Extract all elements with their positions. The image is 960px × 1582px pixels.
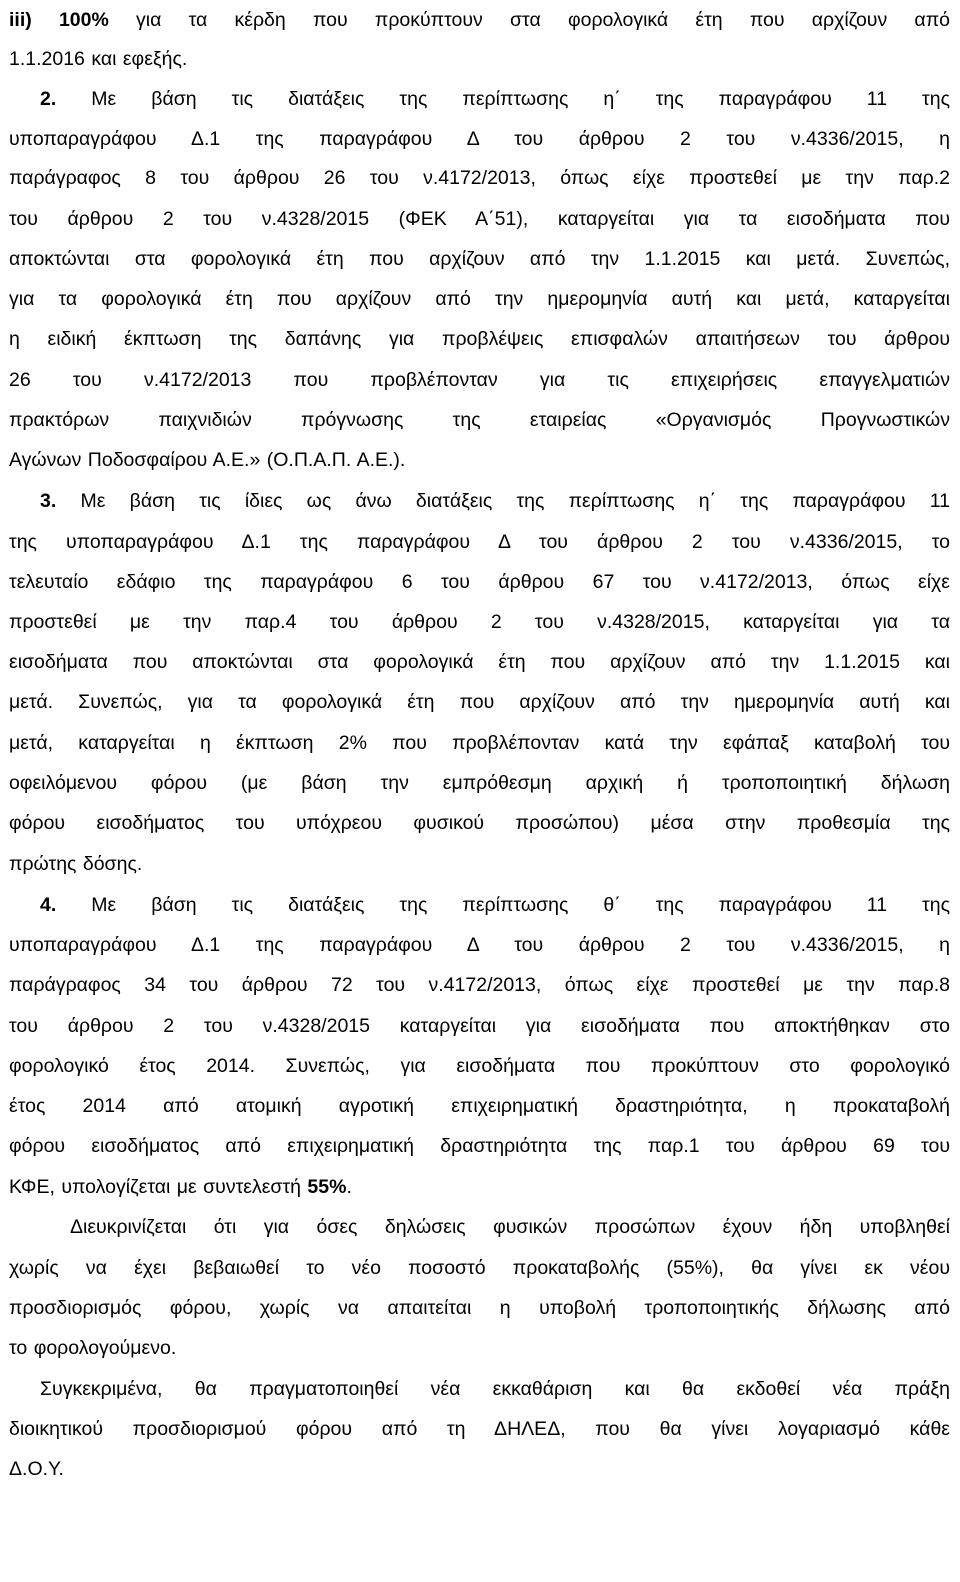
doc-line: [9, 1336, 950, 1360]
line-text: διοικητικού προσδιορισμού φόρου από τη ΔΗΛΕΔ, που θα γίνει λογαριασμό κάθε: [9, 1418, 950, 1440]
line-text: πρώτης δόσης.: [9, 853, 143, 875]
doc-line: [9, 650, 950, 674]
line-text: Με βάση τις διατάξεις της περίπτωσης η΄ της παραγράφου 11 της: [56, 88, 950, 110]
line-text: υποπαραγράφου Δ.1 της παραγράφου Δ του άρθρου 2 του ν.4336/2015, η: [9, 128, 950, 150]
doc-line: [9, 1256, 950, 1280]
line-text: φορολογικό έτος 2014. Συνεπώς, για εισοδήματα που προκύπτουν στο φορολογικό: [9, 1055, 950, 1077]
item-marker: 2.: [40, 88, 57, 110]
doc-line: [9, 570, 950, 594]
doc-line: [9, 368, 950, 392]
line-text: Με βάση τις ίδιες ως άνω διατάξεις της περίπτωσης η΄ της παραγράφου 11: [56, 490, 950, 512]
line-text: χωρίς να έχει βεβαιωθεί το νέο ποσοστό προκαταβολής (55%), θα γίνει εκ νέου: [9, 1257, 950, 1279]
line-text: μετά. Συνεπώς, για τα φορολογικά έτη που αρχίζουν από την ημερομηνία αυτή και: [9, 691, 950, 713]
line-text: ΚΦΕ, υπολογίζεται με συντελεστή: [9, 1176, 308, 1198]
line-text: Διευκρινίζεται ότι για όσες δηλώσεις φυσικών προσώπων έχουν ήδη υποβληθεί: [70, 1216, 950, 1238]
line-text: παράγραφος 8 του άρθρου 26 του ν.4172/2013, όπως είχε προστεθεί με την παρ.2: [9, 167, 950, 189]
doc-line: [9, 166, 950, 190]
doc-line: [9, 408, 950, 432]
line-text: 26 του ν.4172/2013 που προβλέπονταν για τις επιχειρήσεις επαγγελματιών: [9, 369, 950, 391]
line-text: Συγκεκριμένα, θα πραγματοποιηθεί νέα εκκαθάριση και θα εκδοθεί νέα πράξη: [40, 1378, 950, 1400]
doc-line: [9, 1134, 950, 1158]
line-text: αποκτώνται στα φορολογικά έτη που αρχίζουν από την 1.1.2015 και μετά. Συνεπώς,: [9, 248, 950, 270]
line-text: φόρου εισοδήματος από επιχειρηματική δραστηριότητα της παρ.1 του άρθρου 69 του: [9, 1135, 950, 1157]
doc-line: [9, 811, 950, 835]
doc-line: [9, 610, 950, 634]
doc-line: [40, 87, 950, 111]
line-text: παράγραφος 34 του άρθρου 72 του ν.4172/2013, όπως είχε προστεθεί με την παρ.8: [9, 974, 950, 996]
item-marker: 3.: [40, 490, 57, 512]
line-text: εισοδήματα που αποκτώνται στα φορολογικά έτη που αρχίζουν από την 1.1.2015 και: [9, 651, 950, 673]
line-text: φόρου εισοδήματος του υπόχρεου φυσικού προσώπου) μέσα στην προθεσμία της: [9, 812, 950, 834]
line-text: οφειλόμενου φόρου (με βάση την εμπρόθεσμη αρχική ή τροποποιητική δήλωση: [9, 772, 950, 794]
doc-line: [9, 973, 950, 997]
line-text: η ειδική έκπτωση της δαπάνης για προβλέψεις επισφαλών απαιτήσεων του άρθρου: [9, 328, 950, 350]
doc-line: [9, 1457, 950, 1481]
doc-line: [9, 933, 950, 957]
line-text: τελευταίο εδάφιο της παραγράφου 6 του άρθρου 67 του ν.4172/2013, όπως είχε: [9, 571, 950, 593]
doc-line: [9, 1175, 950, 1199]
line-text: της υποπαραγράφου Δ.1 της παραγράφου Δ του άρθρου 2 του ν.4336/2015, το: [9, 531, 950, 553]
line-text: .: [346, 1176, 352, 1198]
rate-value: 55%: [307, 1176, 347, 1198]
line-text: προστεθεί με την παρ.4 του άρθρου 2 του ν.4328/2015, καταργείται για τα: [9, 611, 950, 633]
line-text: Με βάση τις διατάξεις της περίπτωσης θ΄ της παραγράφου 11 της: [56, 894, 950, 916]
item-marker: iii) 100%: [9, 9, 109, 31]
doc-line: [9, 47, 950, 71]
doc-line: [9, 1296, 950, 1320]
doc-line: [9, 1094, 950, 1118]
line-text: προσδιορισμός φόρου, χωρίς να απαιτείται η υποβολή τροποποιητικής δήλωσης από: [9, 1297, 950, 1319]
line-text: 1.1.2016 και εφεξής.: [9, 48, 188, 70]
line-text: του άρθρου 2 του ν.4328/2015 (ΦΕΚ Α΄51), καταργείται για τα εισοδήματα που: [9, 208, 950, 230]
doc-line: [9, 530, 950, 554]
doc-line: [9, 287, 950, 311]
doc-line: [40, 893, 950, 917]
doc-line: [9, 1417, 950, 1441]
doc-line: [9, 247, 950, 271]
doc-line: [9, 690, 950, 714]
doc-line: [9, 1054, 950, 1078]
line-text: μετά, καταργείται η έκπτωση 2% που προβλέπονταν κατά την εφάπαξ καταβολή του: [9, 732, 950, 754]
doc-line: [9, 731, 950, 755]
doc-line: [9, 8, 950, 32]
line-text: το φορολογούμενο.: [9, 1337, 177, 1359]
doc-line: [70, 1215, 950, 1239]
line-text: έτος 2014 από ατομική αγροτική επιχειρηματική δραστηριότητα, η προκαταβολή: [9, 1095, 950, 1117]
line-text: υποπαραγράφου Δ.1 της παραγράφου Δ του άρθρου 2 του ν.4336/2015, η: [9, 934, 950, 956]
line-text: Δ.Ο.Υ.: [9, 1458, 64, 1480]
doc-line: [9, 448, 950, 472]
line-text: Αγώνων Ποδοσφαίρου Α.Ε.» (Ο.Π.Α.Π. Α.Ε.).: [9, 449, 406, 471]
doc-line: [9, 771, 950, 795]
doc-line: [40, 1377, 950, 1401]
doc-line: [40, 489, 950, 513]
doc-line: [9, 207, 950, 231]
line-text: του άρθρου 2 του ν.4328/2015 καταργείται για εισοδήματα που αποκτήθηκαν στο: [9, 1015, 950, 1037]
doc-line: [9, 1014, 950, 1038]
line-text: πρακτόρων παιχνιδιών πρόγνωσης της εταιρείας «Οργανισμός Προγνωστικών: [9, 409, 950, 431]
doc-line: [9, 327, 950, 351]
doc-line: [9, 852, 950, 876]
line-text: για τα κέρδη που προκύπτουν στα φορολογικά έτη που αρχίζουν από: [108, 9, 951, 31]
item-marker: 4.: [40, 894, 57, 916]
doc-line: [9, 127, 950, 151]
line-text: για τα φορολογικά έτη που αρχίζουν από την ημερομηνία αυτή και μετά, καταργείται: [9, 288, 950, 310]
